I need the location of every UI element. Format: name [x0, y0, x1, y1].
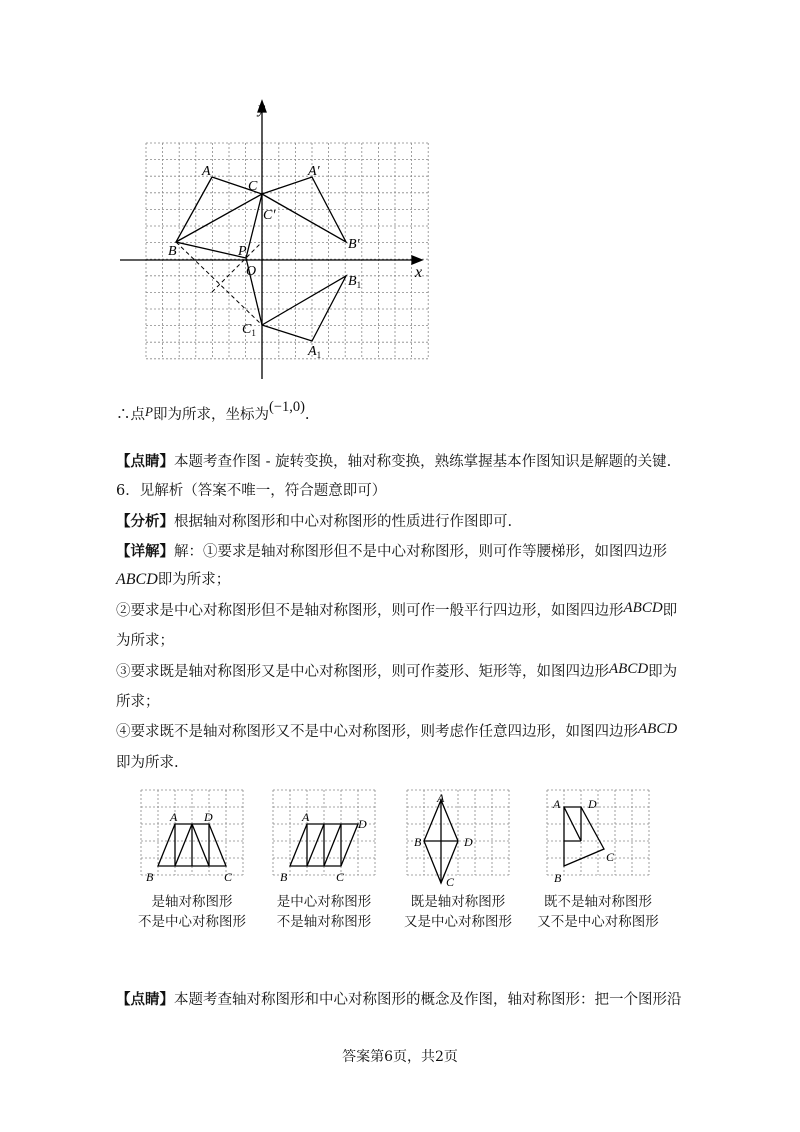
- label-a1: $A_1$: [308, 344, 322, 360]
- label-b-prime: B′: [348, 237, 360, 252]
- fig3-label-b: B: [414, 835, 422, 849]
- quad-label-1: ABCD: [116, 571, 158, 588]
- small-figure-4: [542, 786, 654, 888]
- fig3-label-d: D: [464, 835, 473, 849]
- construction-lines: [176, 242, 262, 325]
- comment-2-text: 本题考查轴对称图形和中心对称图形的概念及作图，轴对称图形：把一个图形沿: [174, 992, 682, 1008]
- conclusion-coord: (−1,0): [268, 399, 305, 415]
- quad-label-2: ABCD: [623, 600, 663, 616]
- fig1-label-c: C: [224, 870, 233, 884]
- q6-detail-line-5: [116, 662, 677, 682]
- fig4-caption-1: 既不是轴对称图形: [544, 894, 652, 910]
- fig1-caption-1: 是轴对称图形: [151, 894, 233, 910]
- fig1-label-d: D: [204, 810, 213, 824]
- comment-1-tag: 【点睛】: [116, 453, 174, 470]
- fig3-label-c: C: [446, 875, 455, 888]
- analysis-text: 根据轴对称图形和中心对称图形的性质进行作图即可.: [174, 514, 513, 530]
- detail-p1-b: 即为所求；: [157, 572, 231, 588]
- fig1-label-a: A: [170, 810, 178, 824]
- fig2-label-b: B: [280, 870, 288, 884]
- x-axis-label: x: [415, 264, 423, 281]
- fig4-label-a: A: [553, 797, 561, 811]
- page-footer: 答案第6页，共2页: [342, 1049, 458, 1065]
- q6-detail-line-6: 所求；: [116, 694, 160, 710]
- detail-p4-a: ④要求既不是轴对称图形又不是中心对称图形，则考虑作任意四边形，如图四边形: [116, 724, 638, 740]
- q6-detail-line-8: 即为所求.: [116, 755, 179, 771]
- detail-p2-b: 即: [662, 603, 678, 619]
- fig2-caption-1: 是中心对称图形: [276, 894, 372, 910]
- fig4-label-c: C: [606, 850, 615, 864]
- fig3-label-a: A: [437, 791, 445, 805]
- conclusion-middle: 即为所求，坐标为: [152, 407, 269, 423]
- fig2-label-a: A: [302, 810, 310, 824]
- quad-label-3: ABCD: [609, 661, 649, 677]
- detail-p3-a: ③要求既是轴对称图形又是中心对称图形，则可作菱形、矩形等，如图四边形: [116, 664, 609, 680]
- q6-detail-line-2: [116, 570, 230, 590]
- conclusion-end: .: [304, 407, 310, 423]
- detail-p1-a: 解：①要求是轴对称图形但不是中心对称图形，则可作等腰梯形，如图四边形: [174, 544, 667, 560]
- fig3-caption-1: 既是轴对称图形: [410, 894, 506, 910]
- q6-detail-line-4: 为所求；: [116, 633, 174, 649]
- coordinate-figure: [110, 95, 430, 385]
- fig4-caption-2: 又不是中心对称图形: [537, 914, 659, 930]
- conclusion-prefix: ∴点: [116, 407, 145, 423]
- comment-2: [116, 990, 682, 1010]
- q6-detail-line-7: [116, 722, 677, 742]
- comment-1-text: 本题考查作图 - 旋转变换，轴对称变换，熟练掌握基本作图知识是解题的关键.: [174, 454, 672, 470]
- fig1-caption-2: 不是中心对称图形: [138, 914, 246, 930]
- detail-p2-a: ②要求是中心对称图形但不是轴对称图形，则可作一般平行四边形，如图四边形: [116, 603, 624, 619]
- comment-1: [116, 452, 671, 472]
- detail-p3-b: 即为: [648, 664, 678, 680]
- comment-2-tag: 【点睛】: [116, 991, 174, 1008]
- dashed-grid: [146, 143, 430, 359]
- detail-tag: 【详解】: [116, 543, 174, 560]
- label-c-prime: C′: [263, 208, 276, 223]
- fig2-label-d: D: [358, 817, 367, 831]
- label-o: O: [246, 264, 257, 279]
- fig4-label-d: D: [588, 797, 597, 811]
- conclusion-line: [116, 399, 310, 425]
- fig3-caption-2: 又是中心对称图形: [404, 914, 512, 930]
- fig2-label-c: C: [336, 870, 345, 884]
- quad-label-4: ABCD: [638, 721, 678, 737]
- small-figure-3: [402, 786, 514, 888]
- small-figure-1: [136, 786, 248, 888]
- y-axis-label: y: [258, 100, 266, 117]
- q6-analysis: [116, 512, 512, 532]
- label-c1: $C_1$: [242, 322, 256, 338]
- small-figure-2: [268, 786, 380, 888]
- fig4-label-b: B: [554, 871, 562, 885]
- label-b1: $B_1$: [348, 274, 362, 290]
- label-p: P: [238, 244, 247, 259]
- q6-detail-line-3: [116, 601, 677, 621]
- analysis-tag: 【分析】: [116, 513, 174, 530]
- label-a: A: [202, 164, 211, 179]
- conclusion-point: P: [145, 404, 153, 419]
- q6-title: 6．见解析（答案不唯一，符合题意即可）: [116, 483, 387, 499]
- label-a-prime: A′: [308, 164, 320, 179]
- triangle-a1b1c1: [246, 258, 346, 341]
- fig2-caption-2: 不是轴对称图形: [276, 914, 372, 930]
- label-c: C: [248, 179, 258, 194]
- fig1-label-b: B: [146, 870, 154, 884]
- q6-detail-line-1: [116, 542, 667, 562]
- label-b: B: [168, 244, 177, 259]
